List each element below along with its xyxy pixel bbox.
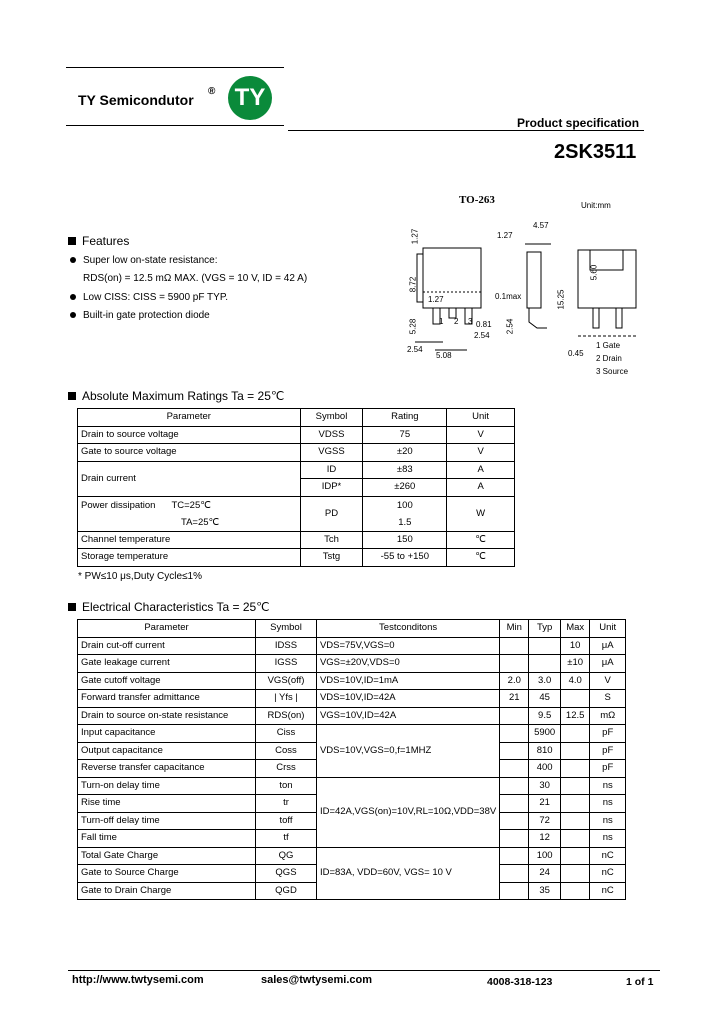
- table-row: Fall time tf 12 ns: [78, 830, 626, 848]
- package-name: TO-263: [459, 194, 495, 206]
- table-row: Drain cut-off current IDSS VDS=75V,VGS=0 10 μA: [78, 637, 626, 655]
- dim-10: 0.81: [476, 320, 492, 329]
- pin-legend-3: 3 Source: [596, 367, 629, 376]
- table-row: Turn-off delay time toff 72 ns: [78, 812, 626, 830]
- footer-url[interactable]: http://www.twtysemi.com: [72, 974, 204, 986]
- dim-1: 1.27: [410, 228, 420, 245]
- dim-7: 2.54: [407, 345, 423, 354]
- square-bullet-icon: [68, 603, 76, 611]
- gate-charge-conditions: ID=83A, VDD=60V, VGS= 10 V: [316, 847, 499, 900]
- table-row: IDP* ±260 A: [78, 479, 515, 497]
- dim-6: 5.28: [408, 318, 418, 335]
- table-row: Channel temperature Tch 150 ℃: [78, 531, 515, 549]
- features-heading: [68, 234, 129, 248]
- dim-9: 0.1max: [495, 292, 522, 301]
- dim-4: 8.72: [408, 276, 418, 293]
- abs-max-note: * PW≤10 μs,Duty Cycle≤1%: [78, 571, 202, 582]
- table-row: Rise time tr 21 ns: [78, 795, 626, 813]
- header-bottom-rule: [66, 125, 284, 126]
- dim-5: 1.27: [428, 295, 444, 304]
- table-row: Gate to Drain Charge QGD 35 nC: [78, 882, 626, 900]
- table-row: Reverse transfer capacitance Crss 400 pF: [78, 760, 626, 778]
- feature-1-detail: RDS(on) = 12.5 mΩ MAX. (VGS = 10 V, ID = 42 A): [83, 273, 308, 284]
- table-header-row: Parameter Symbol Rating Unit: [78, 409, 515, 427]
- dim-12: 2.54: [505, 318, 515, 335]
- table-row: Gate cutoff voltage VGS(off) VDS=10V,ID=1mA 2.0 3.0 4.0 V: [78, 672, 626, 690]
- side-body: [527, 252, 541, 308]
- part-number: 2SK3511: [554, 141, 637, 163]
- square-bullet-icon: [68, 237, 76, 245]
- table-row: Power dissipation TC=25℃ TA=25℃ PD 100 1.5 W: [78, 496, 515, 531]
- elec-heading: [68, 600, 270, 614]
- feature-1: Super low on-state resistance:: [70, 255, 218, 266]
- table-row: Gate to Source Charge QGS 24 nC: [78, 865, 626, 883]
- footer-rule: [68, 970, 660, 971]
- doc-type: Product specification: [517, 116, 640, 130]
- dim-13: 15.25: [556, 289, 566, 310]
- abs-max-heading: [68, 389, 284, 403]
- table-row: Storage temperature Tstg -55 to +150 ℃: [78, 549, 515, 567]
- registered-mark: ®: [208, 86, 216, 97]
- footer-email[interactable]: sales@twtysemi.com: [261, 974, 372, 986]
- table-row: Input capacitance Ciss VDS=10V,VGS=0,f=1MHZ 5900 pF: [78, 725, 626, 743]
- table-row: Drain current ID ±83 A: [78, 461, 515, 479]
- pin-legend-2: 2 Drain: [596, 354, 622, 363]
- back-body: [578, 250, 636, 308]
- footer-phone: 4008-318-123: [487, 976, 553, 988]
- front-tab-left: [417, 254, 423, 302]
- table-header-row: Parameter Symbol Testconditons Min Typ Max Unit: [78, 620, 626, 638]
- square-bullet-icon: [68, 392, 76, 400]
- ty-logo: [228, 76, 272, 120]
- table-row: Drain to source on-state resistance RDS(on) VGS=10V,ID=42A 9.5 12.5 mΩ: [78, 707, 626, 725]
- table-row: Gate to source voltage VGSS ±20 V: [78, 444, 515, 462]
- ty-logo-letters: TY: [234, 84, 266, 111]
- table-row: Drain to source voltage VDSS 75 V: [78, 426, 515, 444]
- dim-14: 0.45: [568, 349, 584, 358]
- bullet-icon: [70, 257, 76, 263]
- dim-8: 5.08: [436, 351, 452, 360]
- dim-2: 4.57: [533, 221, 549, 230]
- pin-legend-1: 1 Gate: [596, 341, 621, 350]
- footer-page: 1 of 1: [626, 976, 654, 988]
- pin-2-label: 2: [454, 317, 459, 326]
- table-row: Total Gate Charge QG ID=83A, VDD=60V, VGS= 10 V 100 nC: [78, 847, 626, 865]
- table-row: Turn-on delay time ton ID=42A,VGS(on)=10V,RL=10Ω,VDD=38V 30 ns: [78, 777, 626, 795]
- bullet-icon: [70, 294, 76, 300]
- pin-3-label: 3: [468, 317, 473, 326]
- feature-3: Built-in gate protection diode: [70, 310, 210, 321]
- capacitance-conditions: VDS=10V,VGS=0,f=1MHZ: [316, 725, 499, 778]
- abs-max-table: [77, 408, 515, 567]
- switching-conditions: ID=42A,VGS(on)=10V,RL=10Ω,VDD=38V: [316, 777, 499, 847]
- bullet-icon: [70, 312, 76, 318]
- header-top-rule: [66, 67, 284, 68]
- feature-2: Low CISS: CISS = 5900 pF TYP.: [70, 292, 228, 303]
- elec-title: Electrical Characteristics Ta = 25℃: [82, 600, 270, 614]
- pin-1-label: 1: [439, 317, 444, 326]
- dim-11: 2.54: [474, 331, 490, 340]
- features-title: Features: [82, 234, 130, 248]
- unit-label: Unit:mm: [581, 201, 611, 210]
- table-row: Forward transfer admittance | Yfs | VDS=10V,ID=42A 21 45 S: [78, 690, 626, 708]
- abs-max-title: Absolute Maximum Ratings Ta = 25℃: [82, 389, 285, 403]
- table-row: Output capacitance Coss 810 pF: [78, 742, 626, 760]
- company-name: TY Semicondutor: [78, 92, 194, 108]
- dim-3: 1.27: [497, 231, 513, 240]
- spec-rule: [288, 130, 644, 131]
- dim-15: 5.60: [589, 264, 599, 281]
- table-row: Gate leakage current IGSS VGS=±20V,VDS=0 ±10 μA: [78, 655, 626, 673]
- elec-table: [77, 619, 626, 900]
